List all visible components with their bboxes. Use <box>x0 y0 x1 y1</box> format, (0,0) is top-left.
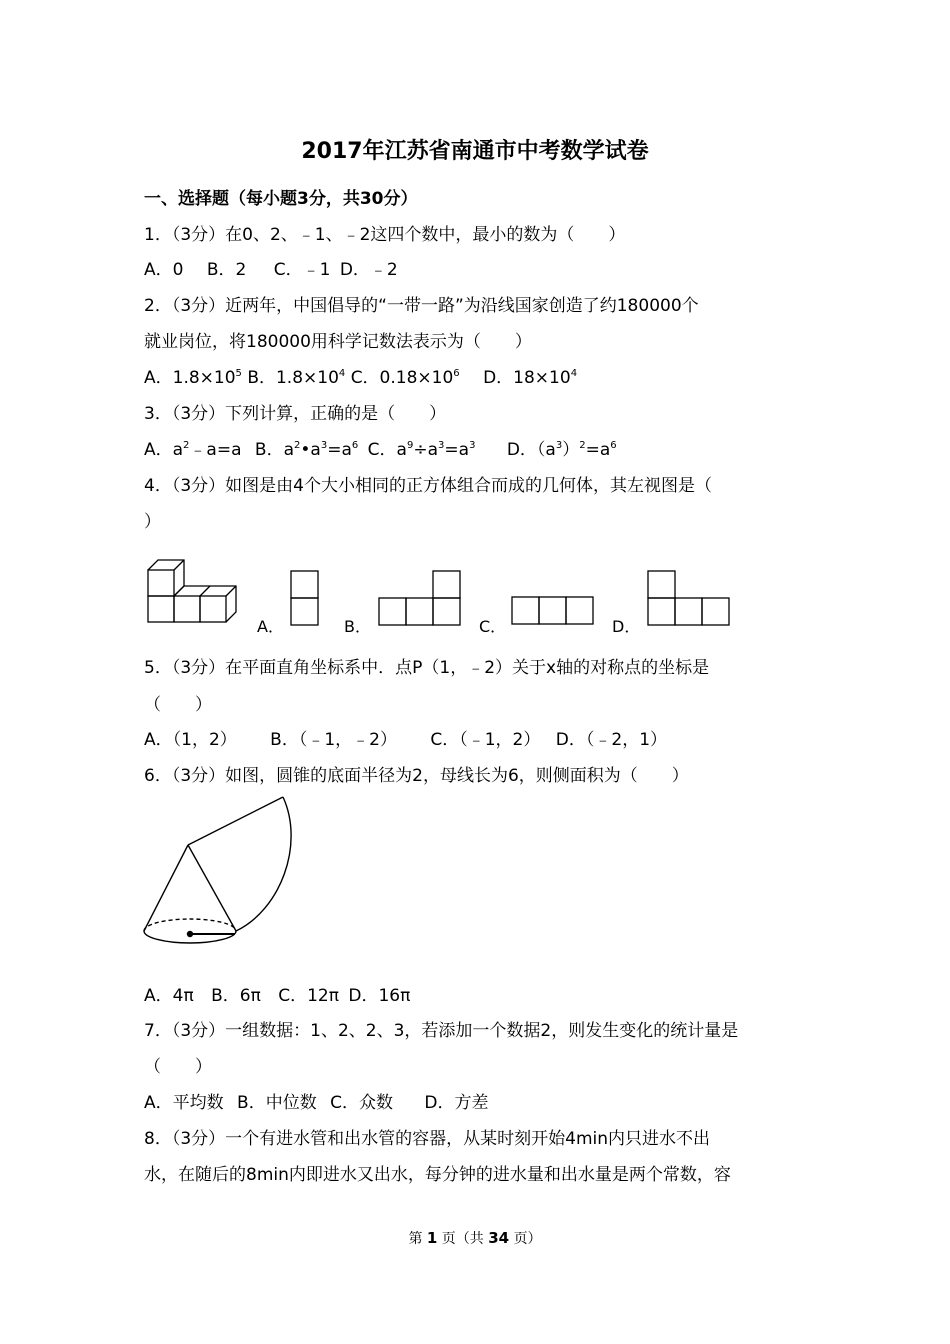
q4-option-a-label: A． <box>257 617 284 636</box>
q4-option-c-label: C． <box>479 617 507 636</box>
q7-option-a: A．平均数 <box>144 1093 224 1113</box>
question-6-options <box>144 985 410 1007</box>
question-4-stem-line2: ） <box>144 512 161 532</box>
question-5-stem-line1: 5．（3分）在平面直角坐标系中．点P（1，﹣2）关于x轴的对称点的坐标是 <box>144 658 710 678</box>
section-heading: 一、选择题（每小题3分，共30分） <box>144 189 418 209</box>
q1-option-d: D．﹣2 <box>339 260 398 280</box>
q3-option-a: A．$a^2﹣a=a$ <box>144 440 242 460</box>
current-page-number: 1 <box>426 1229 438 1247</box>
q5-option-c: C．（﹣1，2） <box>430 730 541 750</box>
question-6-stem: 6．（3分）如图，圆锥的底面半径为2，母线长为6，则侧面积为（ ） <box>144 766 689 786</box>
cube-solid-figure <box>146 558 242 628</box>
question-5-stem-line2: （ ） <box>144 695 212 715</box>
q2-option-b: B．$1.8\times 10^4$ <box>247 368 346 388</box>
question-5-options <box>144 729 667 751</box>
q4-option-b-label: B． <box>344 617 371 636</box>
page-title: 2017年江苏省南通市中考数学试卷 <box>301 139 649 164</box>
question-2-stem-line1: 2．（3分）近两年，中国倡导的“一带一路”为沿线国家创造了约180000个 <box>144 296 699 316</box>
question-2-stem-line2: 就业岗位，将180000用科学记数法表示为（ ） <box>144 332 532 352</box>
q6-option-a: A．4π <box>144 986 194 1006</box>
q7-option-b: B．中位数 <box>237 1093 317 1113</box>
q6-option-c: C．12π <box>278 986 339 1006</box>
q3-option-c: C．$a^9\div a^3=a^3$ <box>367 440 476 460</box>
q4-option-a-figure <box>290 570 320 626</box>
q2-option-c: C．$0.18\times 10^6$ <box>350 368 460 388</box>
q5-option-b: B．（﹣1，﹣2） <box>270 730 397 750</box>
q5-option-a: A．（1，2） <box>144 730 237 750</box>
q2-option-d: D．$18\times 10^4$ <box>483 368 578 388</box>
question-3-options <box>144 439 617 461</box>
q6-option-d: D．16π <box>348 986 411 1006</box>
q6-option-b: B．6π <box>211 986 261 1006</box>
q7-option-d: D．方差 <box>424 1093 489 1113</box>
q3-option-b: B．$a^2•a^3=a^6$ <box>254 440 359 460</box>
q1-option-c: C．﹣1 <box>273 260 331 280</box>
question-1-stem: 1．（3分）在0、2、﹣1、﹣2这四个数中，最小的数为（ ） <box>144 225 626 245</box>
q1-option-b: B．2 <box>206 260 247 280</box>
question-2-options <box>144 367 577 389</box>
cone-figure <box>140 795 300 950</box>
question-8-stem-line2: 水，在随后的8min内即进水又出水，每分钟的进水量和出水量是两个常数，容 <box>144 1165 731 1185</box>
question-7-stem-line1: 7．（3分）一组数据：1、2、2、3，若添加一个数据2，则发生变化的统计量是 <box>144 1021 739 1041</box>
q4-option-c-figure <box>511 596 595 626</box>
q7-option-c: C．众数 <box>330 1093 393 1113</box>
question-4-stem-line1: 4．（3分）如图是由4个大小相同的正方体组合而成的几何体，其左视图是（ <box>144 476 712 496</box>
q4-option-b-figure <box>378 570 462 626</box>
question-3-stem: 3．（3分）下列计算，正确的是（ ） <box>144 404 447 424</box>
question-8-stem-line1: 8．（3分）一个有进水管和出水管的容器，从某时刻开始4min内只进水不出 <box>144 1129 711 1149</box>
q4-option-d-label: D． <box>612 617 641 636</box>
q5-option-d: D．（﹣2，1） <box>555 730 668 750</box>
q1-option-a: A．0 <box>144 260 184 280</box>
q4-option-d-figure <box>647 570 731 626</box>
page-footer: 第 1 页（共 34 页） <box>408 1229 542 1247</box>
q3-option-d: D．$(a^3)^2=a^6$ <box>506 440 617 460</box>
q2-option-a: A．$1.8\times 10^5$ <box>144 368 242 388</box>
question-7-options <box>144 1092 489 1114</box>
total-page-number: 34 <box>488 1229 510 1247</box>
question-7-stem-line2: （ ） <box>144 1057 212 1077</box>
question-1-options <box>144 259 398 281</box>
